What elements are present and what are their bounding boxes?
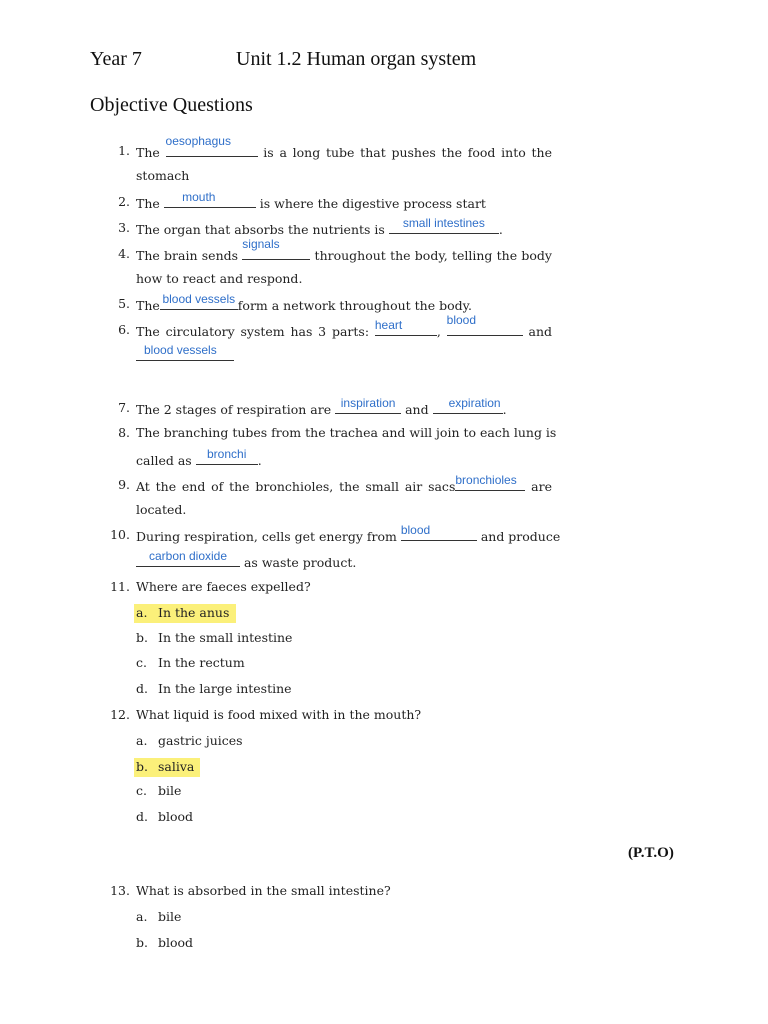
- answer-text: bronchioles: [455, 473, 517, 487]
- question-text: Where are faeces expelled?: [136, 579, 311, 594]
- answer-text: bronchi: [207, 447, 247, 461]
- option-letter: d.: [136, 681, 148, 696]
- answer-blank: [389, 216, 499, 234]
- question-number: 13.: [110, 883, 130, 898]
- option-letter: a.: [136, 909, 148, 924]
- option-letter: b.: [136, 935, 148, 950]
- option-letter: b.: [136, 759, 148, 774]
- question-number: 5.: [118, 296, 130, 311]
- option-text: blood: [158, 935, 194, 950]
- answer-blank: [242, 237, 310, 260]
- option-text: bile: [158, 783, 182, 798]
- question-text: At the end of the bronchioles, the small air sacs bronchioles are: [136, 473, 552, 494]
- answer-blank: [196, 447, 258, 465]
- answer-blank: [136, 343, 234, 361]
- answer-text: blood: [446, 313, 477, 327]
- question-text-continued: how to react and respond.: [136, 271, 303, 286]
- question-number: 3.: [118, 220, 130, 235]
- question-text-continued: called as bronchi .: [136, 447, 262, 468]
- question-number: 10.: [110, 527, 130, 542]
- answer-blank: [446, 313, 523, 336]
- question-number: 8.: [118, 425, 130, 440]
- question-number: 11.: [110, 579, 130, 594]
- answer-text: blood vessels: [162, 292, 236, 306]
- question-number: 12.: [110, 707, 130, 722]
- answer-blank: [335, 396, 401, 414]
- question-text: What liquid is food mixed with in the mouth?: [136, 707, 422, 722]
- question-text: The circulatory system has 3 parts: heart , blood and: [136, 313, 553, 339]
- question-text: The blood vessels form a network throughout the body.: [136, 292, 472, 313]
- option-text: In the large intestine: [158, 681, 292, 696]
- question-text: The oesophagus is a long tube that pushes the food into the: [136, 134, 552, 160]
- question-text: The 2 stages of respiration are inspiration and expiration .: [136, 396, 507, 417]
- answer-text: small intestines: [402, 216, 485, 230]
- question-number: 2.: [118, 194, 130, 209]
- option-letter: d.: [136, 809, 148, 824]
- question-number: 7.: [118, 400, 130, 415]
- answer-text: signals: [242, 237, 280, 251]
- option-text: In the rectum: [158, 655, 245, 670]
- answer-text: oesophagus: [165, 134, 231, 148]
- question-text: The mouth is where the digestive process start: [136, 190, 486, 211]
- question-number: 9.: [118, 477, 130, 492]
- answer-text: heart: [374, 318, 403, 332]
- option-text: In the small intestine: [158, 630, 293, 645]
- answer-blank: [160, 292, 238, 310]
- question-number: 1.: [118, 143, 130, 158]
- question-text-continued: stomach: [136, 168, 190, 183]
- question-number: 4.: [118, 246, 130, 261]
- unit-title: Unit 1.2 Human organ system: [236, 48, 477, 70]
- option-text: bile: [158, 909, 182, 924]
- answer-text: blood vessels: [144, 343, 217, 357]
- option-letter: c.: [136, 655, 147, 670]
- answer-blank: [165, 134, 258, 157]
- answer-text: expiration: [448, 396, 501, 410]
- question-text: The branching tubes from the trachea and will join to each lung is: [136, 425, 557, 440]
- question-text: The brain sends signals throughout the body, telling the body: [136, 237, 552, 263]
- option-text: blood: [158, 809, 194, 824]
- question-text-continued: [136, 343, 552, 365]
- question-text: What is absorbed in the small intestine?: [136, 883, 391, 898]
- question-number: 6.: [118, 322, 130, 337]
- answer-text: inspiration: [340, 396, 396, 410]
- answer-blank: [164, 190, 256, 208]
- question-text-continued: located.: [136, 502, 187, 517]
- option-letter: c.: [136, 783, 147, 798]
- answer-text: carbon dioxide: [148, 549, 228, 563]
- option-letter: a.: [136, 605, 148, 620]
- question-text: The organ that absorbs the nutrients is small intestines .: [136, 216, 503, 237]
- question-text-continued: carbon dioxide as waste product.: [136, 553, 552, 571]
- answer-blank: [455, 473, 525, 491]
- option-letter: b.: [136, 630, 148, 645]
- option-text-correct: saliva: [158, 759, 195, 774]
- question-text: During respiration, cells get energy from blood and produce: [136, 523, 561, 544]
- answer-text: mouth: [182, 190, 216, 204]
- please-turn-over-label: (P.T.O): [628, 845, 674, 861]
- answer-blank: [136, 549, 240, 567]
- answer-text: blood: [400, 523, 431, 537]
- option-text-correct: In the anus: [158, 605, 230, 620]
- option-text: gastric juices: [158, 733, 243, 748]
- option-letter: a.: [136, 733, 148, 748]
- answer-blank: [433, 396, 503, 414]
- answer-blank: [374, 318, 437, 336]
- section-title: Objective Questions: [90, 94, 253, 116]
- year-label: Year 7: [90, 48, 142, 70]
- answer-blank: [400, 523, 477, 541]
